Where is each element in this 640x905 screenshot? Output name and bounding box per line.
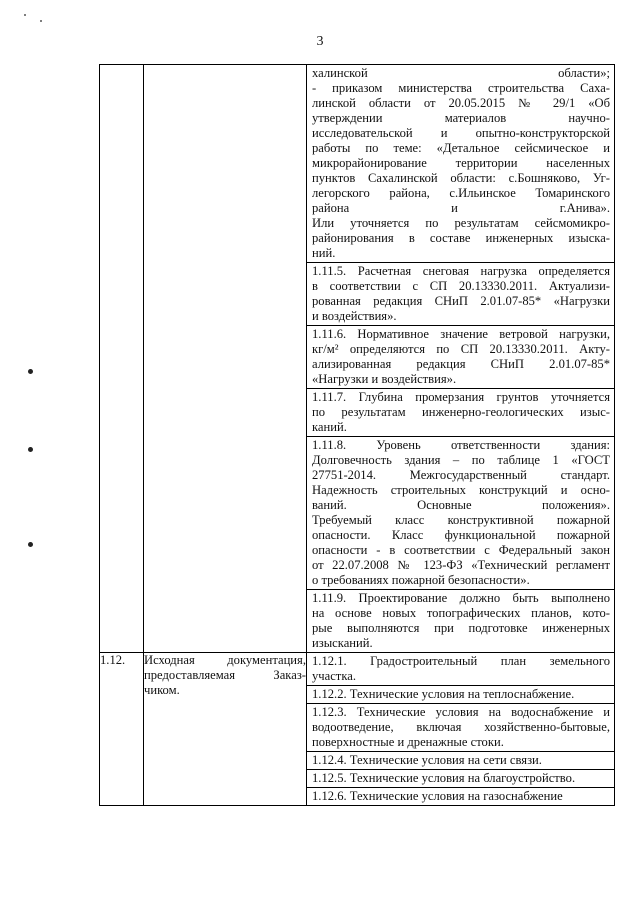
item-requirements [307,65,615,653]
item-number: 1.12. [100,653,144,806]
table-row [100,65,615,653]
requirement-paragraph [307,787,614,805]
text-line: кг/м² определяются по СП 20.13330.2011. Акту- [312,342,610,356]
text-line: 1.12.1. Градостроительный план земельного [312,654,610,668]
text-line: исследовательской и опытно-конструкторской [312,126,610,140]
text-line: пунктов Сахалинской области: с.Бошняково, Уг- [312,171,610,185]
requirement-paragraph [307,769,614,787]
text-line: «Нагрузки и воздействия». [312,372,457,386]
item-number [100,65,144,653]
text-line: 1.12.3. Технические условия на водоснабжение и [312,705,610,719]
text-line: по результатам инженерно-геологических изыс- [312,405,610,419]
text-line: 1.12.6. Технические условия на газоснабжение [312,789,563,803]
requirement-paragraph [307,262,614,325]
text-line: работы по теме: «Детальное сейсмическое и [312,141,610,155]
text-line: Или уточняется по результатам сейсмомикро- [312,216,610,230]
scan-speck [40,20,42,22]
scan-speck [24,14,26,16]
requirement-paragraph [307,436,614,589]
text-line: 1.11.5. Расчетная снеговая нагрузка определяется [312,264,610,278]
text-line: районирования в составе инженерных изыска- [312,231,610,245]
punch-hole-mark [28,369,33,374]
text-line: района и г.Анива». [312,201,610,215]
text-line: каний. [312,420,347,434]
requirement-paragraph [307,685,614,703]
text-line: предоставляемая Заказ- [144,668,306,682]
text-line: рые выполняются при подготовке инженерных [312,621,610,635]
table-row [100,653,615,806]
page-number: 3 [316,34,324,49]
text-line: ализированная редакция СНиП 2.01.07-85* [312,357,610,371]
text-line: микрорайонирование территории населенных [312,156,610,170]
text-line: на основе новых топографических планов, кото- [312,606,610,620]
text-line: Исходная документация, [144,653,306,667]
text-line: опасности. Класс функциональной пожарной [312,528,610,542]
text-line: 1.11.9. Проектирование должно быть выполнено [312,591,610,605]
text-line: 1.12.5. Технические условия на благоустройство. [312,771,576,785]
text-line: линской области от 20.05.2015 № 29/1 «Об [312,96,610,110]
requirements-table [99,64,615,806]
text-line: Надежность строительных конструкций и осно- [312,483,610,497]
text-line: 1.11.7. Глубина промерзания грунтов уточняется [312,390,610,404]
text-line: легорского района, с.Ильинское Томаринского [312,186,610,200]
requirement-paragraph [307,703,614,751]
text-line: о требованиях пожарной безопасности». [312,573,530,587]
text-line: изысканий. [312,636,373,650]
text-line: 1.11.8. Уровень ответственности здания: [312,438,610,452]
text-line: и воздействия». [312,309,397,323]
text-line: в соответствии с СП 20.13330.2011. Актуализи- [312,279,610,293]
text-line: чиком. [144,683,180,697]
requirement-paragraph [307,388,614,436]
text-line: от 22.07.2008 № 123-ФЗ «Технический регламент [312,558,610,572]
item-label [144,653,307,806]
punch-hole-mark [28,447,33,452]
requirement-paragraph [307,589,614,652]
text-line: ваний. Основные положения». [312,498,610,512]
item-requirements [307,653,615,806]
requirement-paragraph [307,65,614,262]
text-line: ний. [312,246,336,260]
text-line: утверждении материалов научно- [312,111,610,125]
text-line: рованная редакция СНиП 2.01.07-85* «Нагрузки [312,294,610,308]
text-line: 1.12.4. Технические условия на сети связи. [312,753,542,767]
text-line: участка. [312,669,356,683]
text-line: поверхностные и дренажные стоки. [312,735,504,749]
text-line: 1.12.2. Технические условия на теплоснабжение. [312,687,575,701]
requirement-paragraph [307,751,614,769]
requirement-paragraph [307,325,614,388]
item-label [144,65,307,653]
requirement-paragraph [307,653,614,685]
text-line: Требуемый класс конструктивной пожарной [312,513,610,527]
punch-hole-mark [28,542,33,547]
text-line: - приказом министерства строительства Саха- [312,81,610,95]
text-line: 1.11.6. Нормативное значение ветровой нагрузки, [312,327,610,341]
text-line: опасности - в соответствии с Федеральный закон [312,543,610,557]
text-line: водоотведение, включая хозяйственно-бытовые, [312,720,610,734]
text-line: халинской области»; [312,66,610,80]
text-line: Долговечность здания – по таблице 1 «ГОСТ [312,453,610,467]
text-line: 27751-2014. Межгосударственный стандарт. [312,468,610,482]
